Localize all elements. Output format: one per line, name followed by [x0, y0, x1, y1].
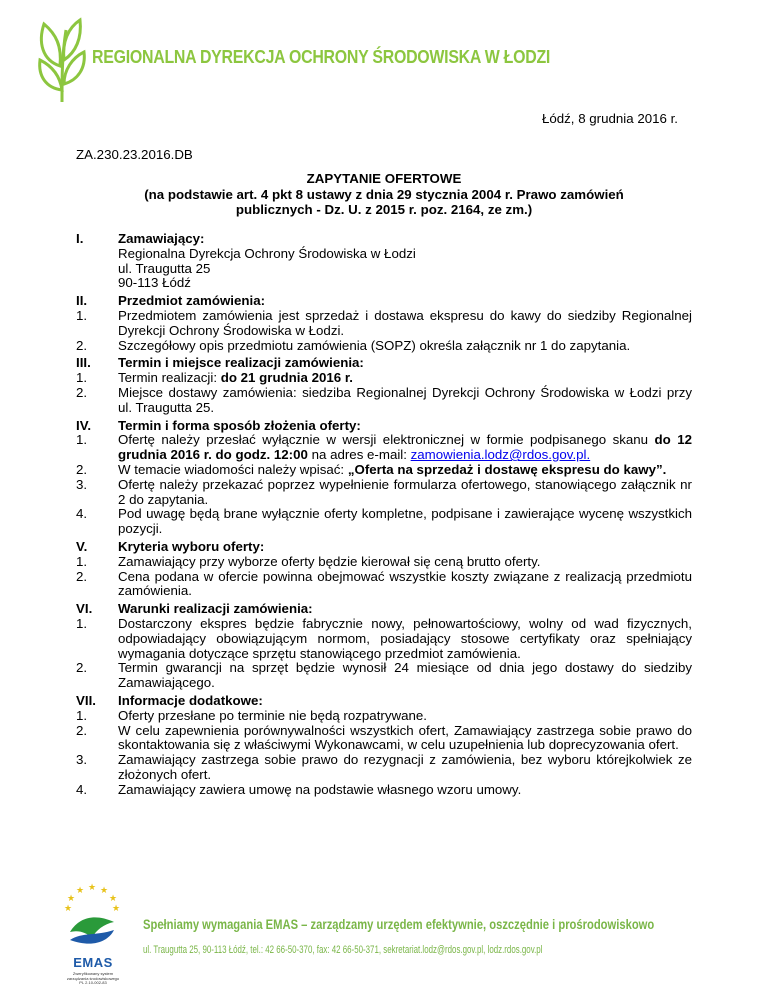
svg-text:★: ★	[99, 885, 109, 895]
list-item: 2. Miejsce dostawy zamówienia: siedziba Regionalnej Dyrekcji Ochrony Środowiska w Łodzi przy ul. Traugutta 25.	[76, 384, 692, 415]
heading-line2: (na podstawie art. 4 pkt 8 ustawy z dnia 29 stycznia 2004 r. Prawo zamówień	[144, 186, 624, 202]
list-item: 2. W temacie wiadomości należy wpisać: „Oferta na sprzedaż i dostawę ekspresu do kawy”.	[76, 461, 667, 477]
section-title: Warunki realizacji zamówienia:	[118, 601, 313, 617]
list-item: 3. Zamawiający zastrzega sobie prawo do rezygnacji z zamówienia, bez wyboru którejkolwiek ze złożonych ofert.	[76, 752, 692, 782]
emas-caption: Zweryfikowany system zarządzania środowiskowego PL 2.10-002-83	[66, 971, 120, 985]
section-title: Informacje dodatkowe:	[118, 692, 263, 708]
section-title: Termin i miejsce realizacji zamówienia:	[118, 355, 364, 371]
emas-label: EMAS	[73, 955, 113, 970]
svg-text:★: ★	[66, 893, 76, 903]
address-line: ul. Traugutta 25	[118, 260, 211, 276]
footer-slogan: Spełniamy wymagania EMAS – zarządzamy urzędem efektywnie, oszczędnie i prośrodowiskowo	[143, 917, 655, 932]
heading-title: ZAPYTANIE OFERTOWE	[306, 171, 462, 186]
section-title: Kryteria wyboru oferty:	[118, 538, 265, 554]
section-number: IV.	[76, 417, 92, 433]
document-date: Łódź, 8 grudnia 2016 r.	[541, 111, 678, 126]
section-title: Zamawiający:	[118, 231, 205, 246]
list-item: 3. Ofertę należy przekazać poprzez wypełnienie formularza ofertowego, stanowiącego załącznik nr 2 do zapytania.	[76, 476, 692, 507]
section-conditions	[76, 602, 692, 691]
list-item: 1. Przedmiotem zamówienia jest sprzedaż i dostawa ekspresu do kawy do siedziby Regionalnej Dyrekcji Ochrony Środowiska w Łodzi.	[76, 307, 692, 338]
list-item: 4. Zamawiający zawiera umowę na podstawie własnego wzoru umowy.	[76, 781, 522, 797]
list-item: 2. W celu zapewnienia porównywalności wszystkich ofert, Zamawiający zastrzega sobie prawo do skontaktowania się z właściwymi Wykonawcami, w celu uzupełnienia lub doprecyzowania ofert.	[76, 722, 692, 753]
list-item: 1. Termin realizacji: do 21 grudnia 2016 r.	[76, 370, 353, 386]
svg-text:★: ★	[111, 903, 121, 913]
address-line: Regionalna Dyrekcja Ochrony Środowiska w Łodzi	[118, 245, 416, 261]
document-heading	[76, 171, 692, 218]
section-number: VI.	[76, 601, 93, 617]
section-title: Przedmiot zamówienia:	[118, 293, 266, 309]
list-item: 1. Oferty przesłane po terminie nie będą rozpatrywane.	[76, 707, 427, 723]
list-item: 4. Pod uwagę będą brane wyłącznie oferty kompletne, podpisane i zawierające wycenę wszystkich pozycji.	[76, 506, 692, 537]
footer-contact: ul. Traugutta 25, 90-113 Łódź, tel.: 42 66-50-370, fax: 42 66-50-371, sekretariat.lodz@rdos.gov.pl, lodz.rdos.gov.pl	[143, 944, 543, 956]
section-ordering-party	[76, 232, 692, 291]
svg-text:★: ★	[75, 885, 85, 895]
section-number: I.	[76, 231, 84, 246]
section-number: VII.	[76, 692, 96, 708]
section-number: II.	[76, 293, 88, 309]
reference-number: ZA.230.23.2016.DB	[76, 147, 193, 162]
list-item: 1. Zamawiający przy wyborze oferty będzie kierował się ceną brutto oferty.	[76, 553, 541, 569]
email-link[interactable]: zamowienia.lodz@rdos.gov.pl.	[410, 447, 591, 463]
list-item: 1. Dostarczony ekspres będzie fabrycznie nowy, pełnowartościowy, wolny od wad fizycznych, odpowiadający obowiązującym normom, posiadający stosowe certyfikaty oraz spełniający wymagania dotyczące sprzętu stanowiącego przedmiot zamówienia.	[76, 615, 692, 661]
list-item: 2. Szczegółowy opis przedmiotu zamówienia (SOPZ) określa załącznik nr 1 do zapytania.	[76, 337, 631, 353]
svg-text:★: ★	[108, 893, 118, 903]
section-selection-criteria	[76, 540, 692, 599]
org-name: REGIONALNA DYREKCJA OCHRONY ŚRODOWISKA W ŁODZI	[92, 46, 551, 67]
leaf-logo-icon	[36, 16, 88, 104]
section-number: III.	[76, 355, 91, 371]
section-number: V.	[76, 538, 88, 554]
section-offer-submission	[76, 419, 692, 537]
svg-text:★: ★	[87, 882, 97, 892]
document-body	[76, 232, 692, 797]
section-subject	[76, 294, 692, 353]
section-deadline-place	[76, 356, 692, 415]
section-title: Termin i forma sposób złożenia oferty:	[118, 417, 361, 433]
address-line: 90-113 Łódź	[118, 275, 191, 291]
list-item: 1. Ofertę należy przesłać wyłącznie w wersji elektronicznej w formie podpisanego skanu do 12 grudnia 2016 r. do godz. 12:00 na adres e-mail: zamowienia.lodz@rdos.gov.pl.	[76, 432, 692, 463]
heading-line3: publicznych - Dz. U. z 2015 r. poz. 2164, ze zm.)	[235, 202, 533, 217]
svg-text:★: ★	[63, 903, 73, 913]
list-item: 2. Termin gwarancji na sprzęt będzie wynosił 24 miesiące od dnia jego dostawy do siedziby Zamawiającego.	[76, 660, 692, 691]
section-additional-info	[76, 694, 692, 798]
list-item: 2. Cena podana w ofercie powinna obejmować wszystkie koszty związane z realizacją przedmiotu zamówienia.	[76, 568, 692, 599]
